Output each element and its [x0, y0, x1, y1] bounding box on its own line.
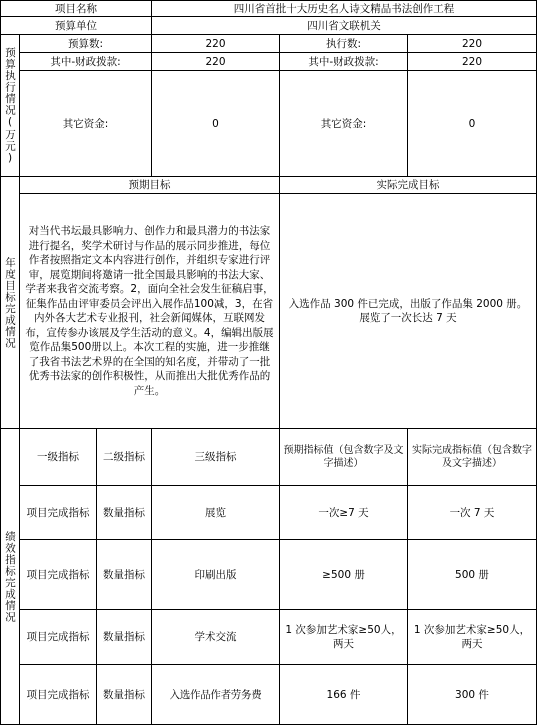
- budget-count-label: 预算数:: [19, 34, 152, 53]
- project-name-value: 四川省首批十大历史名人诗文精品书法创作工程: [151, 0, 537, 17]
- row1-level3: 展览: [151, 485, 280, 540]
- budget-other-value: 0: [151, 70, 280, 177]
- row3-level1: 项目完成指标: [19, 609, 97, 665]
- annual-section-label: 年度目标完成情况: [0, 176, 20, 429]
- performance-report-table: [1, 1, 537, 725]
- budget-unit-value: 四川省文联机关: [151, 16, 537, 35]
- row4-level3: 入选作品作者劳务费: [151, 664, 280, 725]
- budget-other-label: 其它资金:: [19, 70, 152, 177]
- col-actual-header: 实际完成指标值（包含数字及文字描述）: [407, 428, 537, 486]
- row1-expected: 一次≥7 天: [279, 485, 408, 540]
- executed-value: 220: [407, 34, 537, 53]
- row2-level1: 项目完成指标: [19, 539, 97, 610]
- col-level2-header: 二级指标: [96, 428, 152, 486]
- budget-count-value: 220: [151, 34, 280, 53]
- actual-target-header: 实际完成目标: [279, 176, 537, 194]
- row2-actual: 500 册: [407, 539, 537, 610]
- row4-level1: 项目完成指标: [19, 664, 97, 725]
- row1-level1: 项目完成指标: [19, 485, 97, 540]
- row3-actual: 1 次参加艺术家≥50人，两天: [407, 609, 537, 665]
- row4-level2: 数量指标: [96, 664, 152, 725]
- col-level3-header: 三级指标: [151, 428, 280, 486]
- col-expected-header: 预期指标值（包含数字及文字描述）: [279, 428, 408, 486]
- row2-level2: 数量指标: [96, 539, 152, 610]
- row3-level3: 学术交流: [151, 609, 280, 665]
- executed-fiscal-value: 220: [407, 52, 537, 71]
- row2-expected: ≥500 册: [279, 539, 408, 610]
- row2-level3: 印刷出版: [151, 539, 280, 610]
- row1-level2: 数量指标: [96, 485, 152, 540]
- performance-section-label: 绩效指标完成情况: [0, 428, 20, 725]
- row3-expected: 1 次参加艺术家≥50人，两天: [279, 609, 408, 665]
- row4-actual: 300 件: [407, 664, 537, 725]
- executed-label: 执行数:: [279, 34, 408, 53]
- row4-expected: 166 件: [279, 664, 408, 725]
- project-name-label: 项目名称: [0, 0, 152, 17]
- executed-fiscal-label: 其中-财政拨款:: [279, 52, 408, 71]
- row3-level2: 数量指标: [96, 609, 152, 665]
- expected-target-header: 预期目标: [19, 176, 280, 194]
- actual-target-text: 入选作品 300 件已完成，出版了作品集 2000 册。展览了一次长达 7 天: [279, 193, 537, 429]
- expected-target-text: 对当代书坛最具影响力、创作力和最具潜力的书法家进行提名，奖学术研讨与作品的展示同步推进，每位作者按照指定文本内容进行创作，并组织专家进行评审，展览期间将邀请一批全国最具影响的书法大家、学者来我省交流考察。2，面向全社会发生征稿启事，征集作品由评审委员会评出入展作品100减，3，在省内外各大艺术专业报刊，社会新闻媒体，互联网发布，宣传参办该展及学生活动的意义。4，编辑出版展览作品集500册以上。本次工程的实施，进一步推继了我省书法艺术界的在全国的知名度，并带动了一批优秀书法家的创作积极性，从而推出大批优秀作品的产生。: [19, 193, 280, 429]
- budget-section-label: 预算执行情况(万元): [0, 34, 20, 177]
- budget-fiscal-label: 其中-财政拨款:: [19, 52, 152, 71]
- col-level1-header: 一级指标: [19, 428, 97, 486]
- budget-fiscal-value: 220: [151, 52, 280, 71]
- executed-other-label: 其它资金:: [279, 70, 408, 177]
- row1-actual: 一次 7 天: [407, 485, 537, 540]
- executed-other-value: 0: [407, 70, 537, 177]
- budget-unit-label: 预算单位: [0, 16, 152, 35]
